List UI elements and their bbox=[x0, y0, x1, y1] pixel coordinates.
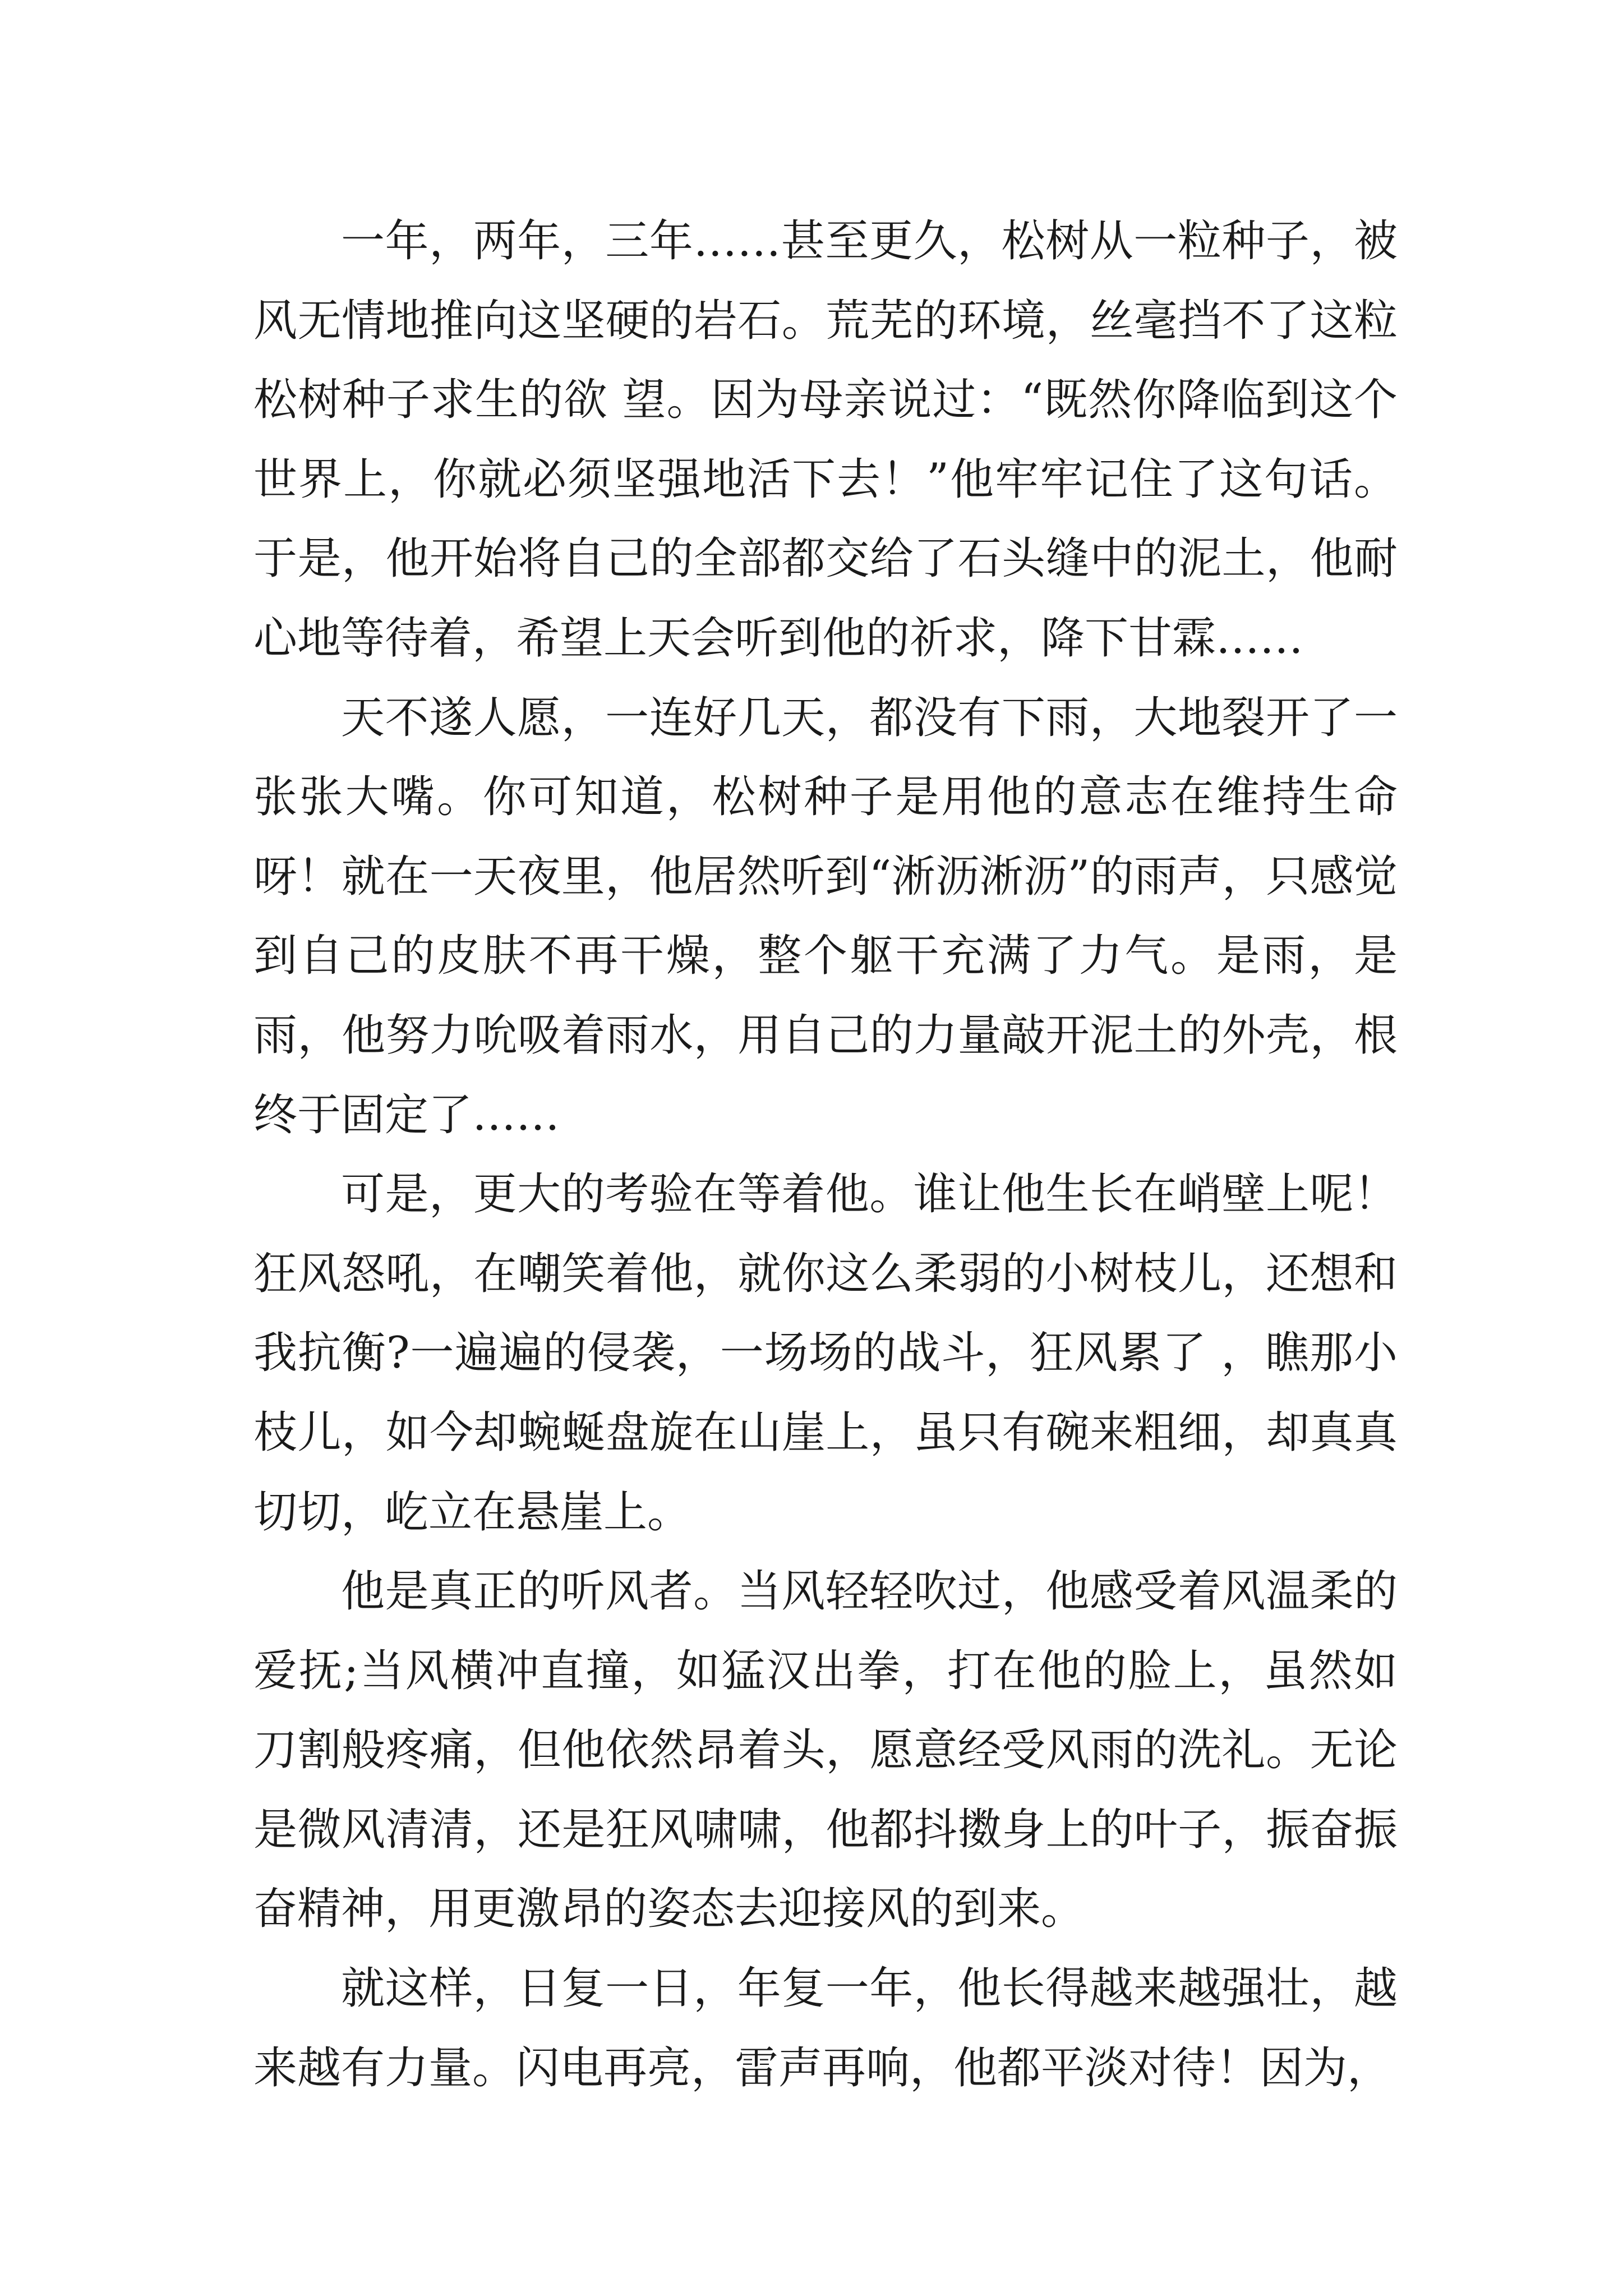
paragraph-1: 一年，两年，三年……甚至更久，松树从一粒种子，被风无情地推向这坚硬的岩石。荒芜的环境，丝毫挡不了这粒松树种子求生的欲 望。因为母亲说过：“既然你降临到这个世界上，你就必须坚强地活下去！”他牢牢记住了这句话。于是，他开始将自己的全部都交给了石头缝中的泥土，他耐心地等待着，希望上天会听到他的祈求，降下甘霖…… bbox=[253, 216, 1398, 664]
paragraph-4: 他是真正的听风者。当风轻轻吹过，他感受着风温柔的爱抚;当风横冲直撞，如猛汉出拳，打在他的脸上，虽然如刀割般疼痛，但他依然昂着头，愿意经受风雨的洗礼。无论是微风清清，还是狂风啸啸，他都抖擞身上的叶子，振奋振奋精神，用更激昂的姿态去迎接风的到来。 bbox=[253, 1566, 1398, 1935]
body-text bbox=[253, 202, 1398, 2108]
paragraph-3: 可是，更大的考验在等着他。谁让他生长在峭壁上呢！狂风怒吼，在嘲笑着他，就你这么柔弱的小树枝儿，还想和我抗衡?一遍遍的侵袭，一场场的战斗，狂风累了 ，瞧那小枝儿，如今却蜿蜒盘旋在山崖上，虽只有碗来粗细，却真真切切，屹立在悬崖上。 bbox=[253, 1169, 1398, 1538]
paragraph-5: 就这样，日复一日，年复一年，他长得越来越强壮，越来越有力量。闪电再亮，雷声再响，他都平淡对待！因为， bbox=[253, 1963, 1398, 2093]
paragraph-2: 天不遂人愿，一连好几天，都没有下雨，大地裂开了一张张大嘴。你可知道，松树种子是用他的意志在维持生命呀！就在一天夜里，他居然听到“淅沥淅沥”的雨声，只感觉到自己的皮肤不再干燥，整个躯干充满了力气。是雨，是雨，他努力吮吸着雨水，用自己的力量敲开泥土的外壳，根终于固定了…… bbox=[253, 692, 1398, 1140]
